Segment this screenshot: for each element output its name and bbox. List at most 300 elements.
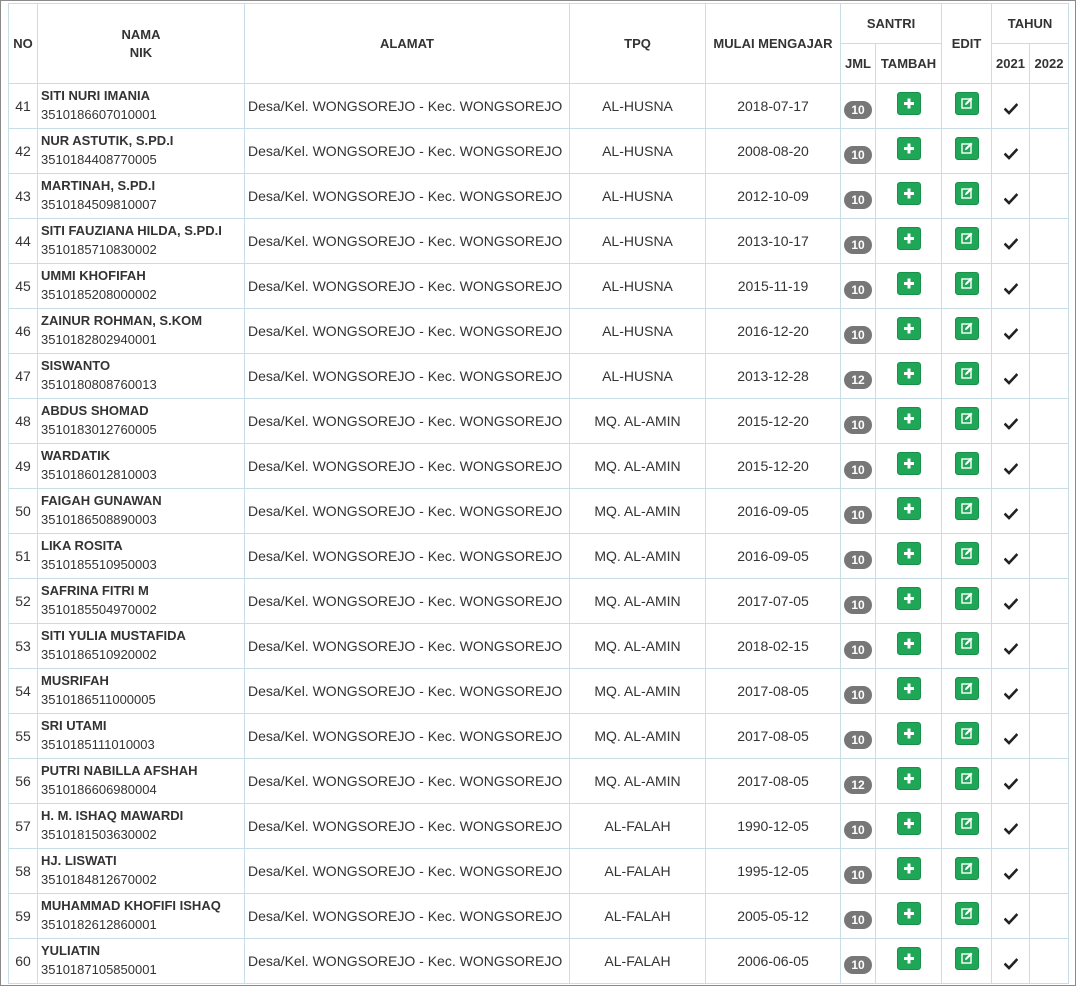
add-santri-button[interactable] <box>897 92 921 115</box>
row-mulai-mengajar: 2012-10-09 <box>706 174 841 219</box>
edit-button[interactable] <box>955 587 979 610</box>
row-nik: 3510185111010003 <box>41 737 155 752</box>
row-tambah-cell <box>876 579 942 624</box>
header-alamat: ALAMAT <box>245 4 570 84</box>
row-nama-nik <box>38 84 245 129</box>
santri-count-badge: 12 <box>844 776 872 794</box>
edit-button[interactable] <box>955 317 979 340</box>
row-year-2022 <box>1030 399 1069 444</box>
add-santri-button[interactable] <box>897 317 921 340</box>
row-nama-nik <box>38 804 245 849</box>
row-tambah-cell <box>876 669 942 714</box>
add-santri-button[interactable] <box>897 902 921 925</box>
edit-button[interactable] <box>955 767 979 790</box>
row-nama-nik <box>38 624 245 669</box>
row-nama-nik <box>38 939 245 984</box>
row-tpq: AL-FALAH <box>570 894 706 939</box>
row-edit-cell <box>942 804 992 849</box>
table-row <box>9 669 1069 714</box>
row-nik: 3510185510950003 <box>41 557 157 572</box>
check-icon <box>992 553 1029 565</box>
add-santri-button[interactable] <box>897 812 921 835</box>
row-tpq: AL-HUSNA <box>570 264 706 309</box>
add-santri-button[interactable] <box>897 722 921 745</box>
edit-button[interactable] <box>955 227 979 250</box>
table-header <box>9 4 1069 84</box>
edit-button[interactable] <box>955 947 979 970</box>
header-edit: EDIT <box>942 4 992 84</box>
table-body <box>9 84 1069 984</box>
row-mulai-mengajar: 2017-08-05 <box>706 669 841 714</box>
row-nama: YULIATIN <box>41 943 100 958</box>
santri-count-badge: 10 <box>844 461 872 479</box>
check-icon <box>992 688 1029 700</box>
santri-count-badge: 10 <box>844 686 872 704</box>
row-alamat: Desa/Kel. WONGSOREJO - Kec. WONGSOREJO <box>245 624 570 669</box>
row-year-2022 <box>1030 624 1069 669</box>
row-nama: SITI YULIA MUSTAFIDA <box>41 628 186 643</box>
row-year-2021 <box>992 624 1030 669</box>
row-alamat: Desa/Kel. WONGSOREJO - Kec. WONGSOREJO <box>245 849 570 894</box>
add-santri-button[interactable] <box>897 272 921 295</box>
row-tpq: MQ. AL-AMIN <box>570 669 706 714</box>
header-nama-nik <box>38 4 245 84</box>
row-edit-cell <box>942 759 992 804</box>
row-tambah-cell <box>876 219 942 264</box>
row-tambah-cell <box>876 444 942 489</box>
row-nama: SRI UTAMI <box>41 718 107 733</box>
row-mulai-mengajar: 1990-12-05 <box>706 804 841 849</box>
check-icon <box>992 418 1029 430</box>
santri-count-badge: 10 <box>844 281 872 299</box>
row-nama-nik <box>38 669 245 714</box>
row-jml-cell <box>841 579 876 624</box>
add-santri-button[interactable] <box>897 182 921 205</box>
row-year-2022 <box>1030 219 1069 264</box>
row-nik: 3510180808760013 <box>41 377 157 392</box>
check-icon <box>992 328 1029 340</box>
row-year-2022 <box>1030 129 1069 174</box>
row-jml-cell <box>841 534 876 579</box>
row-year-2021 <box>992 129 1030 174</box>
row-year-2022 <box>1030 579 1069 624</box>
row-nama-nik <box>38 129 245 174</box>
row-year-2021 <box>992 849 1030 894</box>
row-nik: 3510185208000002 <box>41 287 157 302</box>
edit-button[interactable] <box>955 182 979 205</box>
row-nama-nik <box>38 489 245 534</box>
row-alamat: Desa/Kel. WONGSOREJO - Kec. WONGSOREJO <box>245 534 570 579</box>
table-row <box>9 804 1069 849</box>
row-nama-nik <box>38 399 245 444</box>
row-jml-cell <box>841 894 876 939</box>
santri-count-badge: 10 <box>844 596 872 614</box>
santri-count-badge: 10 <box>844 146 872 164</box>
row-year-2021 <box>992 264 1030 309</box>
check-icon <box>992 958 1029 970</box>
row-nama-nik <box>38 759 245 804</box>
row-alamat: Desa/Kel. WONGSOREJO - Kec. WONGSOREJO <box>245 444 570 489</box>
row-tambah-cell <box>876 129 942 174</box>
row-edit-cell <box>942 309 992 354</box>
row-nama: FAIGAH GUNAWAN <box>41 493 162 508</box>
row-no: 60 <box>9 939 38 984</box>
santri-count-badge: 10 <box>844 641 872 659</box>
row-edit-cell <box>942 849 992 894</box>
row-year-2021 <box>992 309 1030 354</box>
row-nama: HJ. LISWATI <box>41 853 117 868</box>
row-tambah-cell <box>876 399 942 444</box>
row-tpq: AL-HUSNA <box>570 174 706 219</box>
santri-count-badge: 10 <box>844 236 872 254</box>
add-santri-button[interactable] <box>897 542 921 565</box>
check-icon <box>992 913 1029 925</box>
row-tambah-cell <box>876 939 942 984</box>
edit-button[interactable] <box>955 497 979 520</box>
row-no: 43 <box>9 174 38 219</box>
table-row <box>9 444 1069 489</box>
row-edit-cell <box>942 399 992 444</box>
row-edit-cell <box>942 129 992 174</box>
edit-button[interactable] <box>955 407 979 430</box>
row-alamat: Desa/Kel. WONGSOREJO - Kec. WONGSOREJO <box>245 354 570 399</box>
row-tpq: AL-HUSNA <box>570 129 706 174</box>
check-icon <box>992 643 1029 655</box>
row-nama-nik <box>38 849 245 894</box>
edit-button[interactable] <box>955 857 979 880</box>
row-no: 45 <box>9 264 38 309</box>
row-tpq: AL-HUSNA <box>570 219 706 264</box>
row-edit-cell <box>942 669 992 714</box>
row-year-2022 <box>1030 264 1069 309</box>
edit-button[interactable] <box>955 722 979 745</box>
row-alamat: Desa/Kel. WONGSOREJO - Kec. WONGSOREJO <box>245 714 570 759</box>
row-tambah-cell <box>876 264 942 309</box>
row-tambah-cell <box>876 849 942 894</box>
row-tambah-cell <box>876 624 942 669</box>
row-year-2021 <box>992 444 1030 489</box>
edit-button[interactable] <box>955 542 979 565</box>
row-jml-cell <box>841 759 876 804</box>
santri-count-badge: 10 <box>844 731 872 749</box>
row-no: 46 <box>9 309 38 354</box>
row-alamat: Desa/Kel. WONGSOREJO - Kec. WONGSOREJO <box>245 84 570 129</box>
add-santri-button[interactable] <box>897 407 921 430</box>
edit-button[interactable] <box>955 812 979 835</box>
row-nama: WARDATIK <box>41 448 111 463</box>
row-year-2021 <box>992 894 1030 939</box>
row-nama: SITI NURI IMANIA <box>41 88 151 103</box>
row-jml-cell <box>841 714 876 759</box>
row-alamat: Desa/Kel. WONGSOREJO - Kec. WONGSOREJO <box>245 309 570 354</box>
row-alamat: Desa/Kel. WONGSOREJO - Kec. WONGSOREJO <box>245 939 570 984</box>
row-alamat: Desa/Kel. WONGSOREJO - Kec. WONGSOREJO <box>245 489 570 534</box>
row-tambah-cell <box>876 714 942 759</box>
add-santri-button[interactable] <box>897 857 921 880</box>
row-mulai-mengajar: 2008-08-20 <box>706 129 841 174</box>
table-row <box>9 219 1069 264</box>
santri-count-badge: 12 <box>844 371 872 389</box>
table-row <box>9 579 1069 624</box>
table-row <box>9 489 1069 534</box>
row-year-2022 <box>1030 174 1069 219</box>
row-mulai-mengajar: 2015-12-20 <box>706 399 841 444</box>
check-icon <box>992 283 1029 295</box>
check-icon <box>992 868 1029 880</box>
row-jml-cell <box>841 804 876 849</box>
row-jml-cell <box>841 219 876 264</box>
row-year-2021 <box>992 534 1030 579</box>
check-icon <box>992 193 1029 205</box>
teacher-table <box>8 3 1069 984</box>
row-nama-nik <box>38 444 245 489</box>
table-row <box>9 534 1069 579</box>
add-santri-button[interactable] <box>897 362 921 385</box>
row-year-2021 <box>992 84 1030 129</box>
row-no: 57 <box>9 804 38 849</box>
header-nik: NIK <box>129 44 153 60</box>
row-year-2022 <box>1030 804 1069 849</box>
santri-count-badge: 10 <box>844 326 872 344</box>
row-no: 44 <box>9 219 38 264</box>
row-year-2021 <box>992 714 1030 759</box>
table-row <box>9 894 1069 939</box>
row-nik: 3510184509810007 <box>41 197 157 212</box>
row-no: 55 <box>9 714 38 759</box>
row-edit-cell <box>942 354 992 399</box>
check-icon <box>992 823 1029 835</box>
row-no: 56 <box>9 759 38 804</box>
row-nama: MARTINAH, S.PD.I <box>41 178 156 193</box>
row-alamat: Desa/Kel. WONGSOREJO - Kec. WONGSOREJO <box>245 399 570 444</box>
header-mulai-mengajar: MULAI MENGAJAR <box>706 4 841 84</box>
row-edit-cell <box>942 714 992 759</box>
add-santri-button[interactable] <box>897 767 921 790</box>
row-nik: 3510186511000005 <box>41 692 156 707</box>
row-tpq: MQ. AL-AMIN <box>570 579 706 624</box>
row-mulai-mengajar: 2016-09-05 <box>706 534 841 579</box>
edit-button[interactable] <box>955 902 979 925</box>
row-year-2022 <box>1030 84 1069 129</box>
row-year-2021 <box>992 669 1030 714</box>
row-no: 50 <box>9 489 38 534</box>
row-jml-cell <box>841 129 876 174</box>
row-tambah-cell <box>876 354 942 399</box>
row-alamat: Desa/Kel. WONGSOREJO - Kec. WONGSOREJO <box>245 759 570 804</box>
edit-button[interactable] <box>955 452 979 475</box>
row-nama-nik <box>38 219 245 264</box>
row-year-2021 <box>992 174 1030 219</box>
table-row <box>9 849 1069 894</box>
check-icon <box>992 463 1029 475</box>
row-tpq: MQ. AL-AMIN <box>570 534 706 579</box>
table-row <box>9 84 1069 129</box>
row-jml-cell <box>841 399 876 444</box>
table-row <box>9 309 1069 354</box>
table-row <box>9 174 1069 219</box>
row-edit-cell <box>942 174 992 219</box>
row-jml-cell <box>841 309 876 354</box>
row-edit-cell <box>942 489 992 534</box>
row-tpq: MQ. AL-AMIN <box>570 759 706 804</box>
row-alamat: Desa/Kel. WONGSOREJO - Kec. WONGSOREJO <box>245 129 570 174</box>
table-row <box>9 759 1069 804</box>
row-jml-cell <box>841 939 876 984</box>
row-nik: 3510182802940001 <box>41 332 157 347</box>
add-santri-button[interactable] <box>897 497 921 520</box>
edit-button[interactable] <box>955 92 979 115</box>
add-santri-button[interactable] <box>897 587 921 610</box>
header-tpq: TPQ <box>570 4 706 84</box>
santri-count-badge: 10 <box>844 101 872 119</box>
header-santri: SANTRI <box>841 4 942 44</box>
row-no: 59 <box>9 894 38 939</box>
check-icon <box>992 508 1029 520</box>
row-no: 53 <box>9 624 38 669</box>
row-no: 54 <box>9 669 38 714</box>
row-nama: MUHAMMAD KHOFIFI ISHAQ <box>41 898 221 913</box>
row-nik: 3510186510920002 <box>41 647 157 662</box>
row-nama-nik <box>38 354 245 399</box>
header-tambah: TAMBAH <box>876 44 942 84</box>
table-row <box>9 399 1069 444</box>
row-tambah-cell <box>876 894 942 939</box>
row-tpq: AL-FALAH <box>570 939 706 984</box>
row-mulai-mengajar: 2016-09-05 <box>706 489 841 534</box>
check-icon <box>992 373 1029 385</box>
row-jml-cell <box>841 489 876 534</box>
row-tpq: AL-HUSNA <box>570 354 706 399</box>
row-tpq: AL-HUSNA <box>570 309 706 354</box>
row-mulai-mengajar: 2017-07-05 <box>706 579 841 624</box>
row-jml-cell <box>841 669 876 714</box>
row-nik: 3510186607010001 <box>41 107 157 122</box>
row-alamat: Desa/Kel. WONGSOREJO - Kec. WONGSOREJO <box>245 579 570 624</box>
row-mulai-mengajar: 1995-12-05 <box>706 849 841 894</box>
table-row <box>9 129 1069 174</box>
edit-button[interactable] <box>955 677 979 700</box>
row-year-2022 <box>1030 444 1069 489</box>
row-mulai-mengajar: 2013-10-17 <box>706 219 841 264</box>
row-nama-nik <box>38 534 245 579</box>
add-santri-button[interactable] <box>897 137 921 160</box>
row-no: 58 <box>9 849 38 894</box>
row-nik: 3510186508890003 <box>41 512 157 527</box>
row-mulai-mengajar: 2017-08-05 <box>706 759 841 804</box>
row-year-2021 <box>992 219 1030 264</box>
row-no: 49 <box>9 444 38 489</box>
row-edit-cell <box>942 894 992 939</box>
row-tpq: MQ. AL-AMIN <box>570 444 706 489</box>
check-icon <box>992 733 1029 745</box>
table-row <box>9 939 1069 984</box>
row-year-2021 <box>992 399 1030 444</box>
row-edit-cell <box>942 579 992 624</box>
row-mulai-mengajar: 2015-12-20 <box>706 444 841 489</box>
check-icon <box>992 778 1029 790</box>
row-nik: 3510184408770005 <box>41 152 157 167</box>
row-year-2022 <box>1030 309 1069 354</box>
row-alamat: Desa/Kel. WONGSOREJO - Kec. WONGSOREJO <box>245 669 570 714</box>
add-santri-button[interactable] <box>897 227 921 250</box>
row-jml-cell <box>841 624 876 669</box>
row-nama-nik <box>38 894 245 939</box>
row-nama: NUR ASTUTIK, S.PD.I <box>41 133 174 148</box>
row-mulai-mengajar: 2016-12-20 <box>706 309 841 354</box>
header-year-2022: 2022 <box>1030 44 1069 84</box>
row-nik: 3510185504970002 <box>41 602 157 617</box>
row-no: 51 <box>9 534 38 579</box>
add-santri-button[interactable] <box>897 632 921 655</box>
row-nama: H. M. ISHAQ MAWARDI <box>41 808 184 823</box>
header-no: NO <box>9 4 38 84</box>
row-jml-cell <box>841 354 876 399</box>
row-alamat: Desa/Kel. WONGSOREJO - Kec. WONGSOREJO <box>245 219 570 264</box>
row-edit-cell <box>942 219 992 264</box>
edit-button[interactable] <box>955 632 979 655</box>
row-year-2022 <box>1030 939 1069 984</box>
row-nama: MUSRIFAH <box>41 673 109 688</box>
add-santri-button[interactable] <box>897 677 921 700</box>
edit-button[interactable] <box>955 137 979 160</box>
row-mulai-mengajar: 2006-06-05 <box>706 939 841 984</box>
row-mulai-mengajar: 2017-08-05 <box>706 714 841 759</box>
row-year-2021 <box>992 579 1030 624</box>
row-nama: SITI FAUZIANA HILDA, S.PD.I <box>41 223 222 238</box>
row-nama-nik <box>38 309 245 354</box>
row-tambah-cell <box>876 489 942 534</box>
row-tpq: MQ. AL-AMIN <box>570 489 706 534</box>
row-tambah-cell <box>876 309 942 354</box>
row-nik: 3510184812670002 <box>41 872 157 887</box>
row-edit-cell <box>942 444 992 489</box>
row-nama: SAFRINA FITRI M <box>41 583 149 598</box>
santri-count-badge: 10 <box>844 866 872 884</box>
add-santri-button[interactable] <box>897 947 921 970</box>
row-tpq: MQ. AL-AMIN <box>570 399 706 444</box>
row-nama-nik <box>38 579 245 624</box>
row-tpq: AL-FALAH <box>570 804 706 849</box>
row-jml-cell <box>841 84 876 129</box>
row-mulai-mengajar: 2015-11-19 <box>706 264 841 309</box>
row-year-2022 <box>1030 534 1069 579</box>
row-alamat: Desa/Kel. WONGSOREJO - Kec. WONGSOREJO <box>245 894 570 939</box>
edit-button[interactable] <box>955 272 979 295</box>
row-nik: 3510186012810003 <box>41 467 157 482</box>
row-tpq: AL-HUSNA <box>570 84 706 129</box>
row-nik: 3510183012760005 <box>41 422 157 437</box>
row-edit-cell <box>942 84 992 129</box>
row-year-2022 <box>1030 669 1069 714</box>
row-mulai-mengajar: 2018-07-17 <box>706 84 841 129</box>
row-nama: LIKA ROSITA <box>41 538 123 553</box>
row-tambah-cell <box>876 534 942 579</box>
add-santri-button[interactable] <box>897 452 921 475</box>
row-tambah-cell <box>876 804 942 849</box>
row-mulai-mengajar: 2013-12-28 <box>706 354 841 399</box>
edit-button[interactable] <box>955 362 979 385</box>
row-tpq: MQ. AL-AMIN <box>570 714 706 759</box>
row-edit-cell <box>942 264 992 309</box>
row-year-2022 <box>1030 894 1069 939</box>
row-nama: ZAINUR ROHMAN, S.KOM <box>41 313 203 328</box>
row-no: 52 <box>9 579 38 624</box>
row-nama-nik <box>38 714 245 759</box>
row-nama: UMMI KHOFIFAH <box>41 268 146 283</box>
row-nik: 3510186606980004 <box>41 782 157 797</box>
row-tambah-cell <box>876 174 942 219</box>
row-jml-cell <box>841 264 876 309</box>
